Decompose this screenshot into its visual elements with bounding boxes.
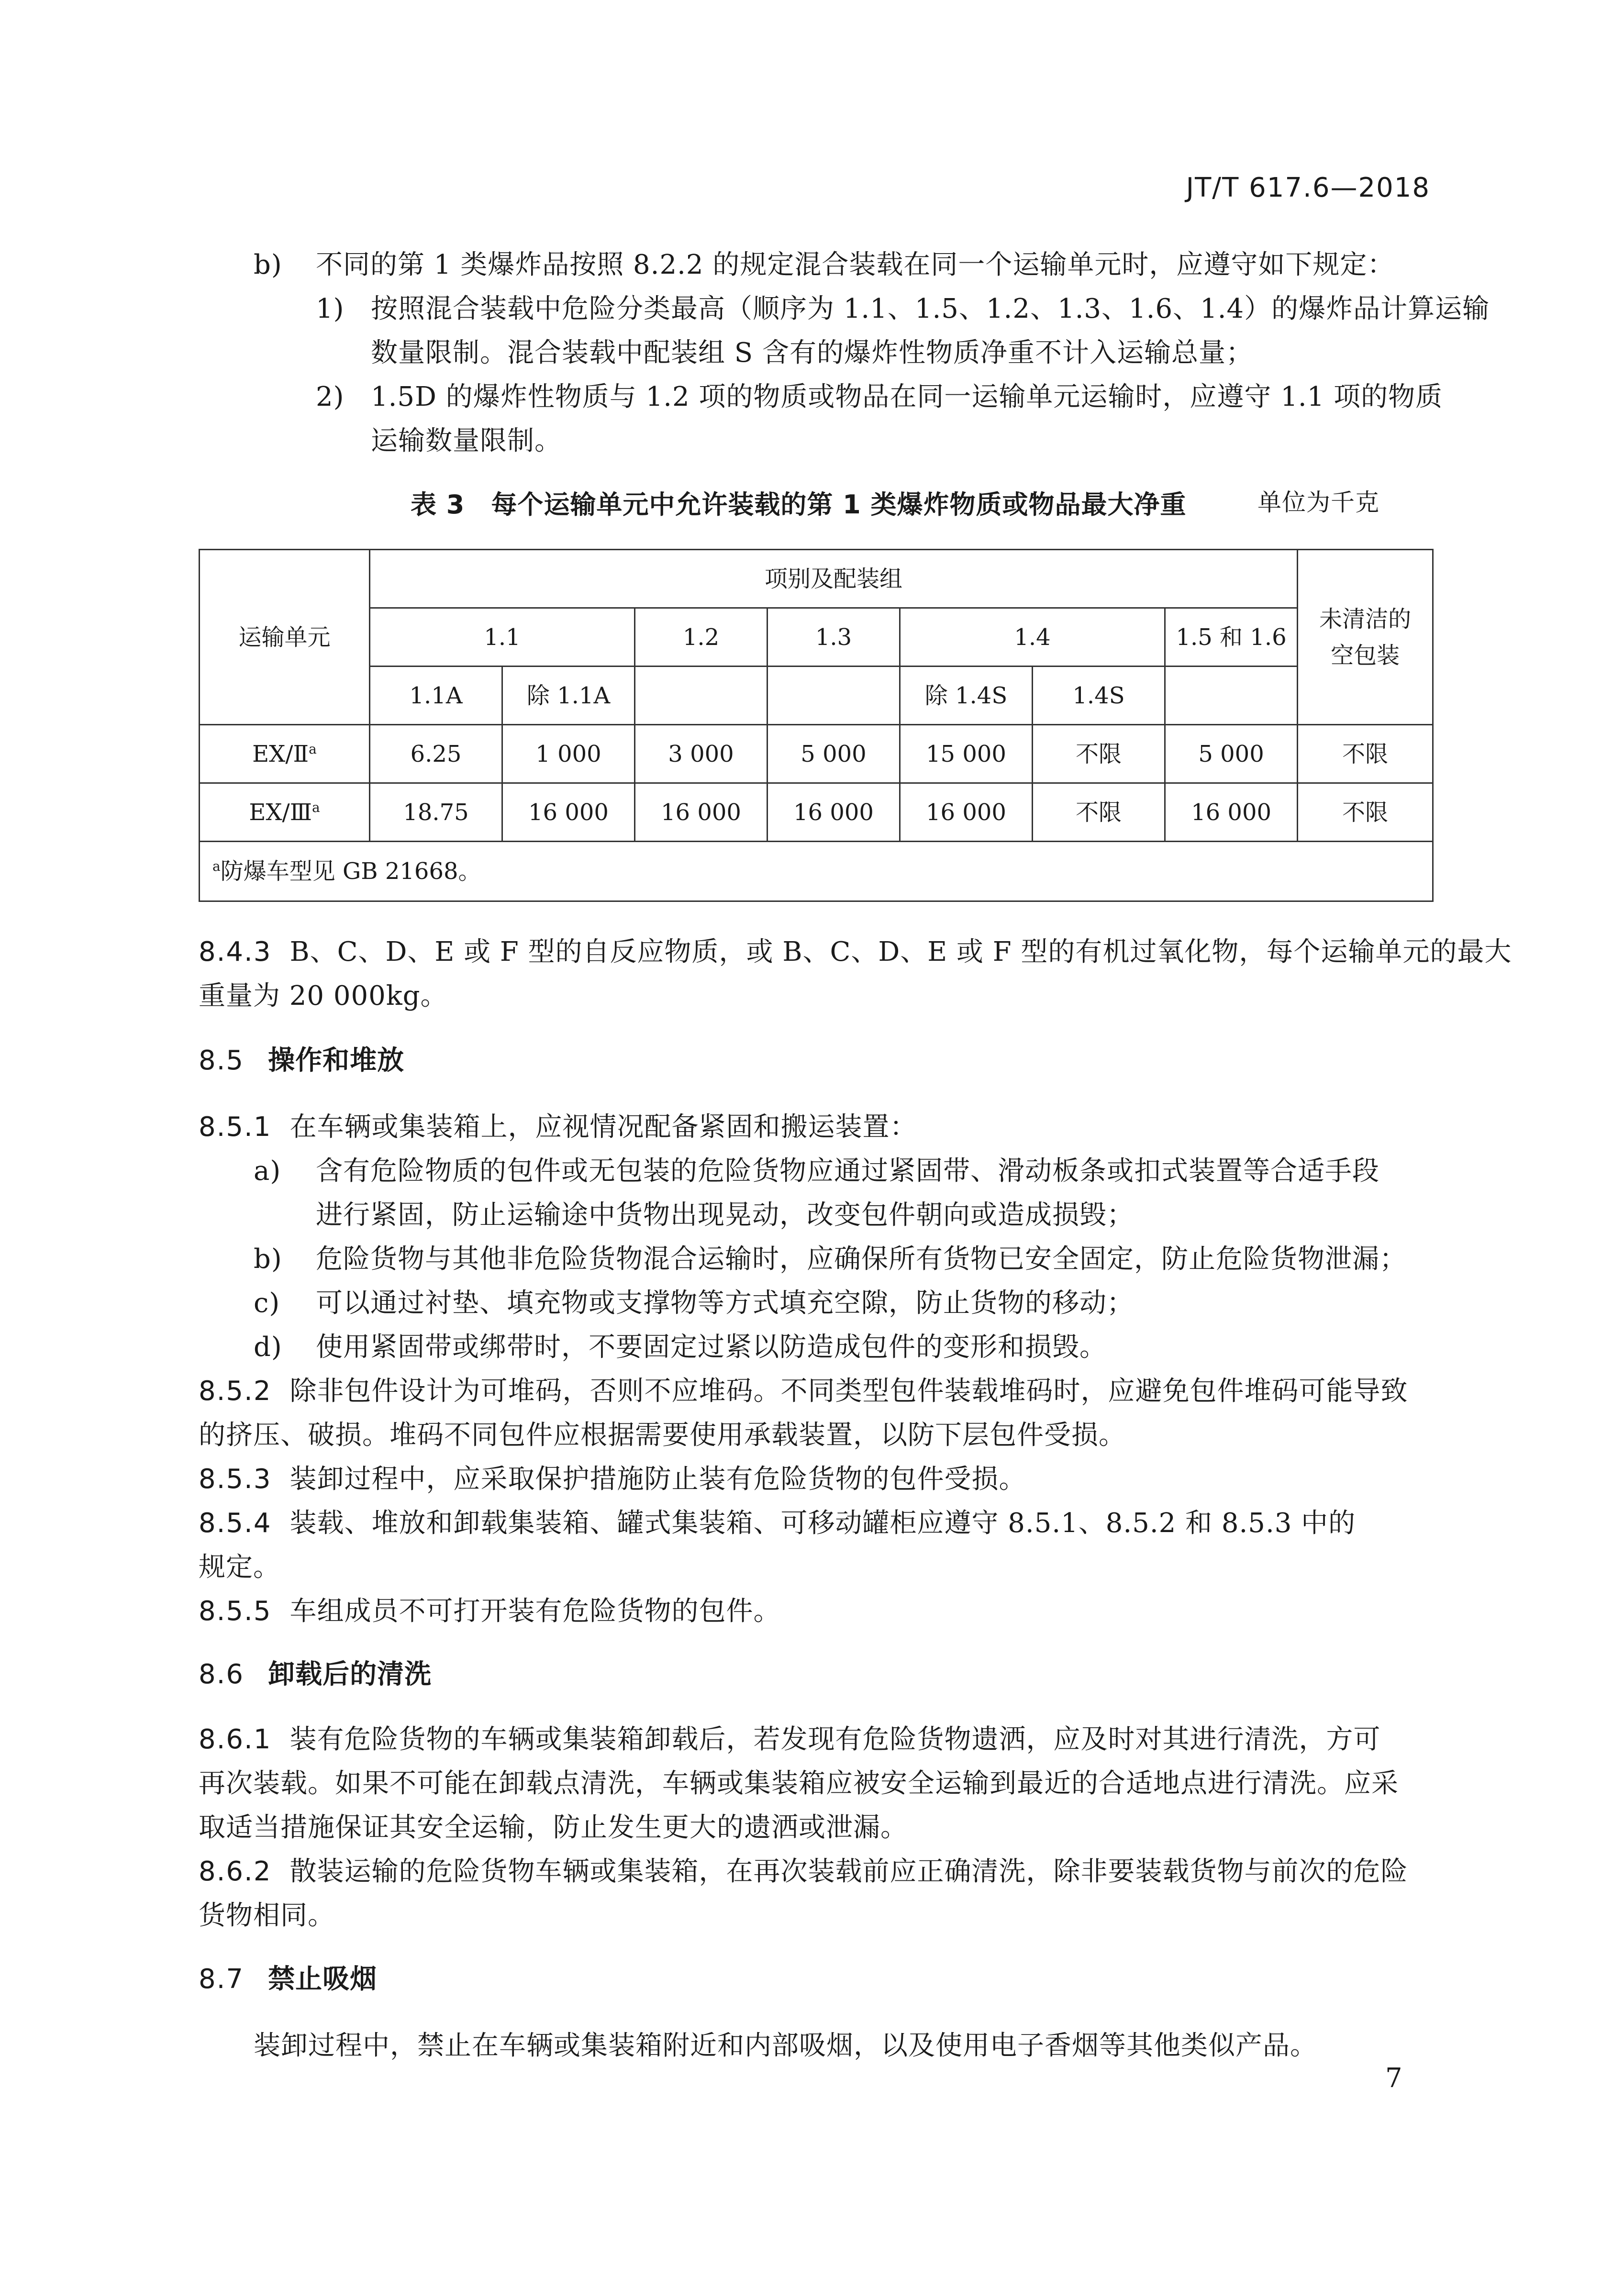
clause-number: 8.6.2 bbox=[199, 1856, 272, 1887]
list-item-line: 运输数量限制。 bbox=[371, 425, 562, 456]
clause-text: 在车辆或集装箱上，应视情况配备紧固和搬运装置： bbox=[289, 1111, 917, 1143]
table-cell: 不限 bbox=[1298, 783, 1433, 842]
col-header-division: 1.2 bbox=[635, 608, 768, 667]
clause-number: 8.4.3 bbox=[199, 936, 272, 967]
section-number: 8.7 bbox=[199, 1964, 245, 1995]
clause-number: 8.5.3 bbox=[199, 1464, 272, 1495]
clause-number: 8.5.4 bbox=[199, 1508, 272, 1539]
clause-text: 货物相同。 bbox=[199, 1900, 335, 1931]
list-marker: 2) bbox=[316, 381, 345, 412]
clause-text: 再次装载。如果不可能在卸载点清洗，车辆或集装箱应被安全运输到最近的合适地点进行清洗。应采 bbox=[199, 1768, 1399, 1799]
clause-8-5-5 bbox=[199, 1589, 781, 1633]
table-unit: 单位为千克 bbox=[1257, 489, 1379, 516]
col-header-transport-unit: 运输单元 bbox=[200, 550, 370, 725]
table-cell: 不限 bbox=[1033, 783, 1165, 842]
clause-8-6-2 bbox=[199, 1850, 1408, 1894]
clause-text: 规定。 bbox=[199, 1552, 280, 1583]
clause-text: 取适当措施保证其安全运输，防止发生更大的遗洒或泄漏。 bbox=[199, 1812, 908, 1843]
col-header-sub: 除 1.1A bbox=[502, 667, 635, 725]
clause-text: 重量为 20 000kg。 bbox=[199, 980, 448, 1011]
section-heading-8-5 bbox=[199, 1039, 404, 1078]
clause-8-5-3 bbox=[199, 1457, 1026, 1501]
clause-text: 的挤压、破损。堆码不同包件应根据需要使用承载装置，以防下层包件受损。 bbox=[199, 1420, 1126, 1451]
table-row bbox=[200, 783, 1433, 842]
col-header-sub-empty bbox=[1165, 667, 1298, 725]
clause-number: 8.5.2 bbox=[199, 1376, 272, 1407]
list-marker: d) bbox=[254, 1332, 282, 1363]
table-cell: 6.25 bbox=[370, 725, 502, 783]
col-header-sub: 除 1.4S bbox=[900, 667, 1033, 725]
col-header-sub: 1.1A bbox=[370, 667, 502, 725]
clause-text: 除非包件设计为可堆码，否则不应堆码。不同类型包件装载堆码时，应避免包件堆码可能导致 bbox=[289, 1376, 1408, 1407]
table-caption: 表 3 每个运输单元中允许装载的第 1 类爆炸物质或物品最大净重 bbox=[411, 489, 1187, 520]
list-item-line: 可以通过衬垫、填充物或支撑物等方式填充空隙，防止货物的移动； bbox=[316, 1288, 1134, 1319]
col-header-division: 1.3 bbox=[768, 608, 900, 667]
list-marker: 1) bbox=[316, 293, 345, 324]
table-cell: 18.75 bbox=[370, 783, 502, 842]
section-number: 8.6 bbox=[199, 1659, 245, 1690]
table-cell: 5 000 bbox=[768, 725, 900, 783]
table-cell: 3 000 bbox=[635, 725, 768, 783]
list-item-line: 1.5D 的爆炸性物质与 1.2 项的物质或物品在同一运输单元运输时，应遵守 1.1 项的物质 bbox=[371, 381, 1443, 412]
col-header-sub-empty bbox=[768, 667, 900, 725]
footnote-mark: a bbox=[212, 858, 221, 874]
list-marker: c) bbox=[254, 1288, 280, 1319]
section-number: 8.5 bbox=[199, 1045, 245, 1076]
table-cell: 不限 bbox=[1298, 725, 1433, 783]
list-item-line: 危险货物与其他非危险货物混合运输时，应确保所有货物已安全固定，防止危险货物泄漏； bbox=[316, 1244, 1407, 1275]
footnote-mark: a bbox=[309, 741, 317, 757]
header-line: 未清洁的 bbox=[1319, 605, 1412, 633]
table-cell: 16 000 bbox=[502, 783, 635, 842]
col-header-division: 1.1 bbox=[370, 608, 635, 667]
col-header-division-group: 项别及配装组 bbox=[370, 550, 1298, 608]
col-header-sub: 1.4S bbox=[1033, 667, 1165, 725]
clause-number: 8.5.1 bbox=[199, 1111, 272, 1143]
table-cell: 15 000 bbox=[900, 725, 1033, 783]
list-marker: b) bbox=[254, 249, 282, 280]
table-cell: 16 000 bbox=[1165, 783, 1298, 842]
clause-text: 装载、堆放和卸载集装箱、罐式集装箱、可移动罐柜应遵守 8.5.1、8.5.2 和 8.5.3 中的 bbox=[289, 1508, 1356, 1539]
table-cell: 不限 bbox=[1033, 725, 1165, 783]
table-row bbox=[200, 725, 1433, 783]
list-marker: a) bbox=[254, 1156, 281, 1187]
item-b-text: 不同的第 1 类爆炸品按照 8.2.2 的规定混合装载在同一个运输单元时，应遵守如下规定： bbox=[316, 249, 1395, 280]
clause-text: B、C、D、E 或 F 型的自反应物质，或 B、C、D、E 或 F 型的有机过氧化物，每个运输单元的最大 bbox=[289, 936, 1512, 967]
list-item-line: 数量限制。混合装载中配装组 S 含有的爆炸性物质净重不计入运输总量； bbox=[371, 337, 1253, 368]
document-code: JT/T 617.6—2018 bbox=[1186, 172, 1430, 203]
clause-number: 8.6.1 bbox=[199, 1724, 272, 1755]
section-heading-8-7 bbox=[199, 1958, 377, 1996]
clause-8-4-3 bbox=[199, 930, 1512, 974]
list-item-line: 按照混合装载中危险分类最高（顺序为 1.1、1.5、1.2、1.3、1.6、1.4）的爆炸品计算运输 bbox=[371, 293, 1490, 324]
clause-text: 装卸过程中，应采取保护措施防止装有危险货物的包件受损。 bbox=[289, 1464, 1026, 1495]
footnote-mark: a bbox=[311, 799, 320, 815]
clause-number: 8.5.5 bbox=[199, 1596, 272, 1627]
table-cell: 1 000 bbox=[502, 725, 635, 783]
col-header-division: 1.5 和 1.6 bbox=[1165, 608, 1298, 667]
clause-text: 装有危险货物的车辆或集装箱卸载后，若发现有危险货物遗洒，应及时对其进行清洗，方可 bbox=[289, 1724, 1381, 1755]
list-item-line: 含有危险物质的包件或无包装的危险货物应通过紧固带、滑动板条或扣式装置等合适手段 bbox=[316, 1156, 1379, 1187]
col-header-sub-empty bbox=[635, 667, 768, 725]
row-header: EX/Ⅱ$^a$ bbox=[200, 725, 370, 783]
section-title: 禁止吸烟 bbox=[268, 1964, 378, 1995]
table-footnote: $^a$防爆车型见 GB 21668。 bbox=[200, 842, 1433, 901]
list-item-line: 使用紧固带或绑带时，不要固定过紧以防造成包件的变形和损毁。 bbox=[316, 1332, 1107, 1363]
list-marker: b) bbox=[254, 1244, 282, 1275]
table-cell: 16 000 bbox=[635, 783, 768, 842]
paragraph: 装卸过程中，禁止在车辆或集装箱附近和内部吸烟，以及使用电子香烟等其他类似产品。 bbox=[254, 2030, 1317, 2061]
section-title: 卸载后的清洗 bbox=[268, 1659, 432, 1690]
clause-8-5-2 bbox=[199, 1369, 1408, 1413]
table-cell: 16 000 bbox=[768, 783, 900, 842]
col-header-division: 1.4 bbox=[900, 608, 1165, 667]
row-header: EX/Ⅲ$^a$ bbox=[200, 783, 370, 842]
section-heading-8-6 bbox=[199, 1653, 432, 1691]
table-cell: 16 000 bbox=[900, 783, 1033, 842]
clause-8-5-4 bbox=[199, 1501, 1356, 1545]
col-header-empty-packaging bbox=[1298, 550, 1433, 725]
table-3 bbox=[199, 549, 1434, 902]
list-item-line: 进行紧固，防止运输途中货物出现晃动，改变包件朝向或造成损毁； bbox=[316, 1200, 1134, 1231]
clause-text: 散装运输的危险货物车辆或集装箱，在再次装载前应正确清洗，除非要装载货物与前次的危险 bbox=[289, 1856, 1408, 1887]
table-cell: 5 000 bbox=[1165, 725, 1298, 783]
clause-8-6-1 bbox=[199, 1718, 1381, 1762]
page-number: 7 bbox=[1385, 2063, 1403, 2094]
clause-8-5-1 bbox=[199, 1105, 917, 1149]
header-line: 空包装 bbox=[1331, 642, 1400, 669]
section-title: 操作和堆放 bbox=[268, 1045, 405, 1076]
clause-text: 车组成员不可打开装有危险货物的包件。 bbox=[289, 1596, 781, 1627]
